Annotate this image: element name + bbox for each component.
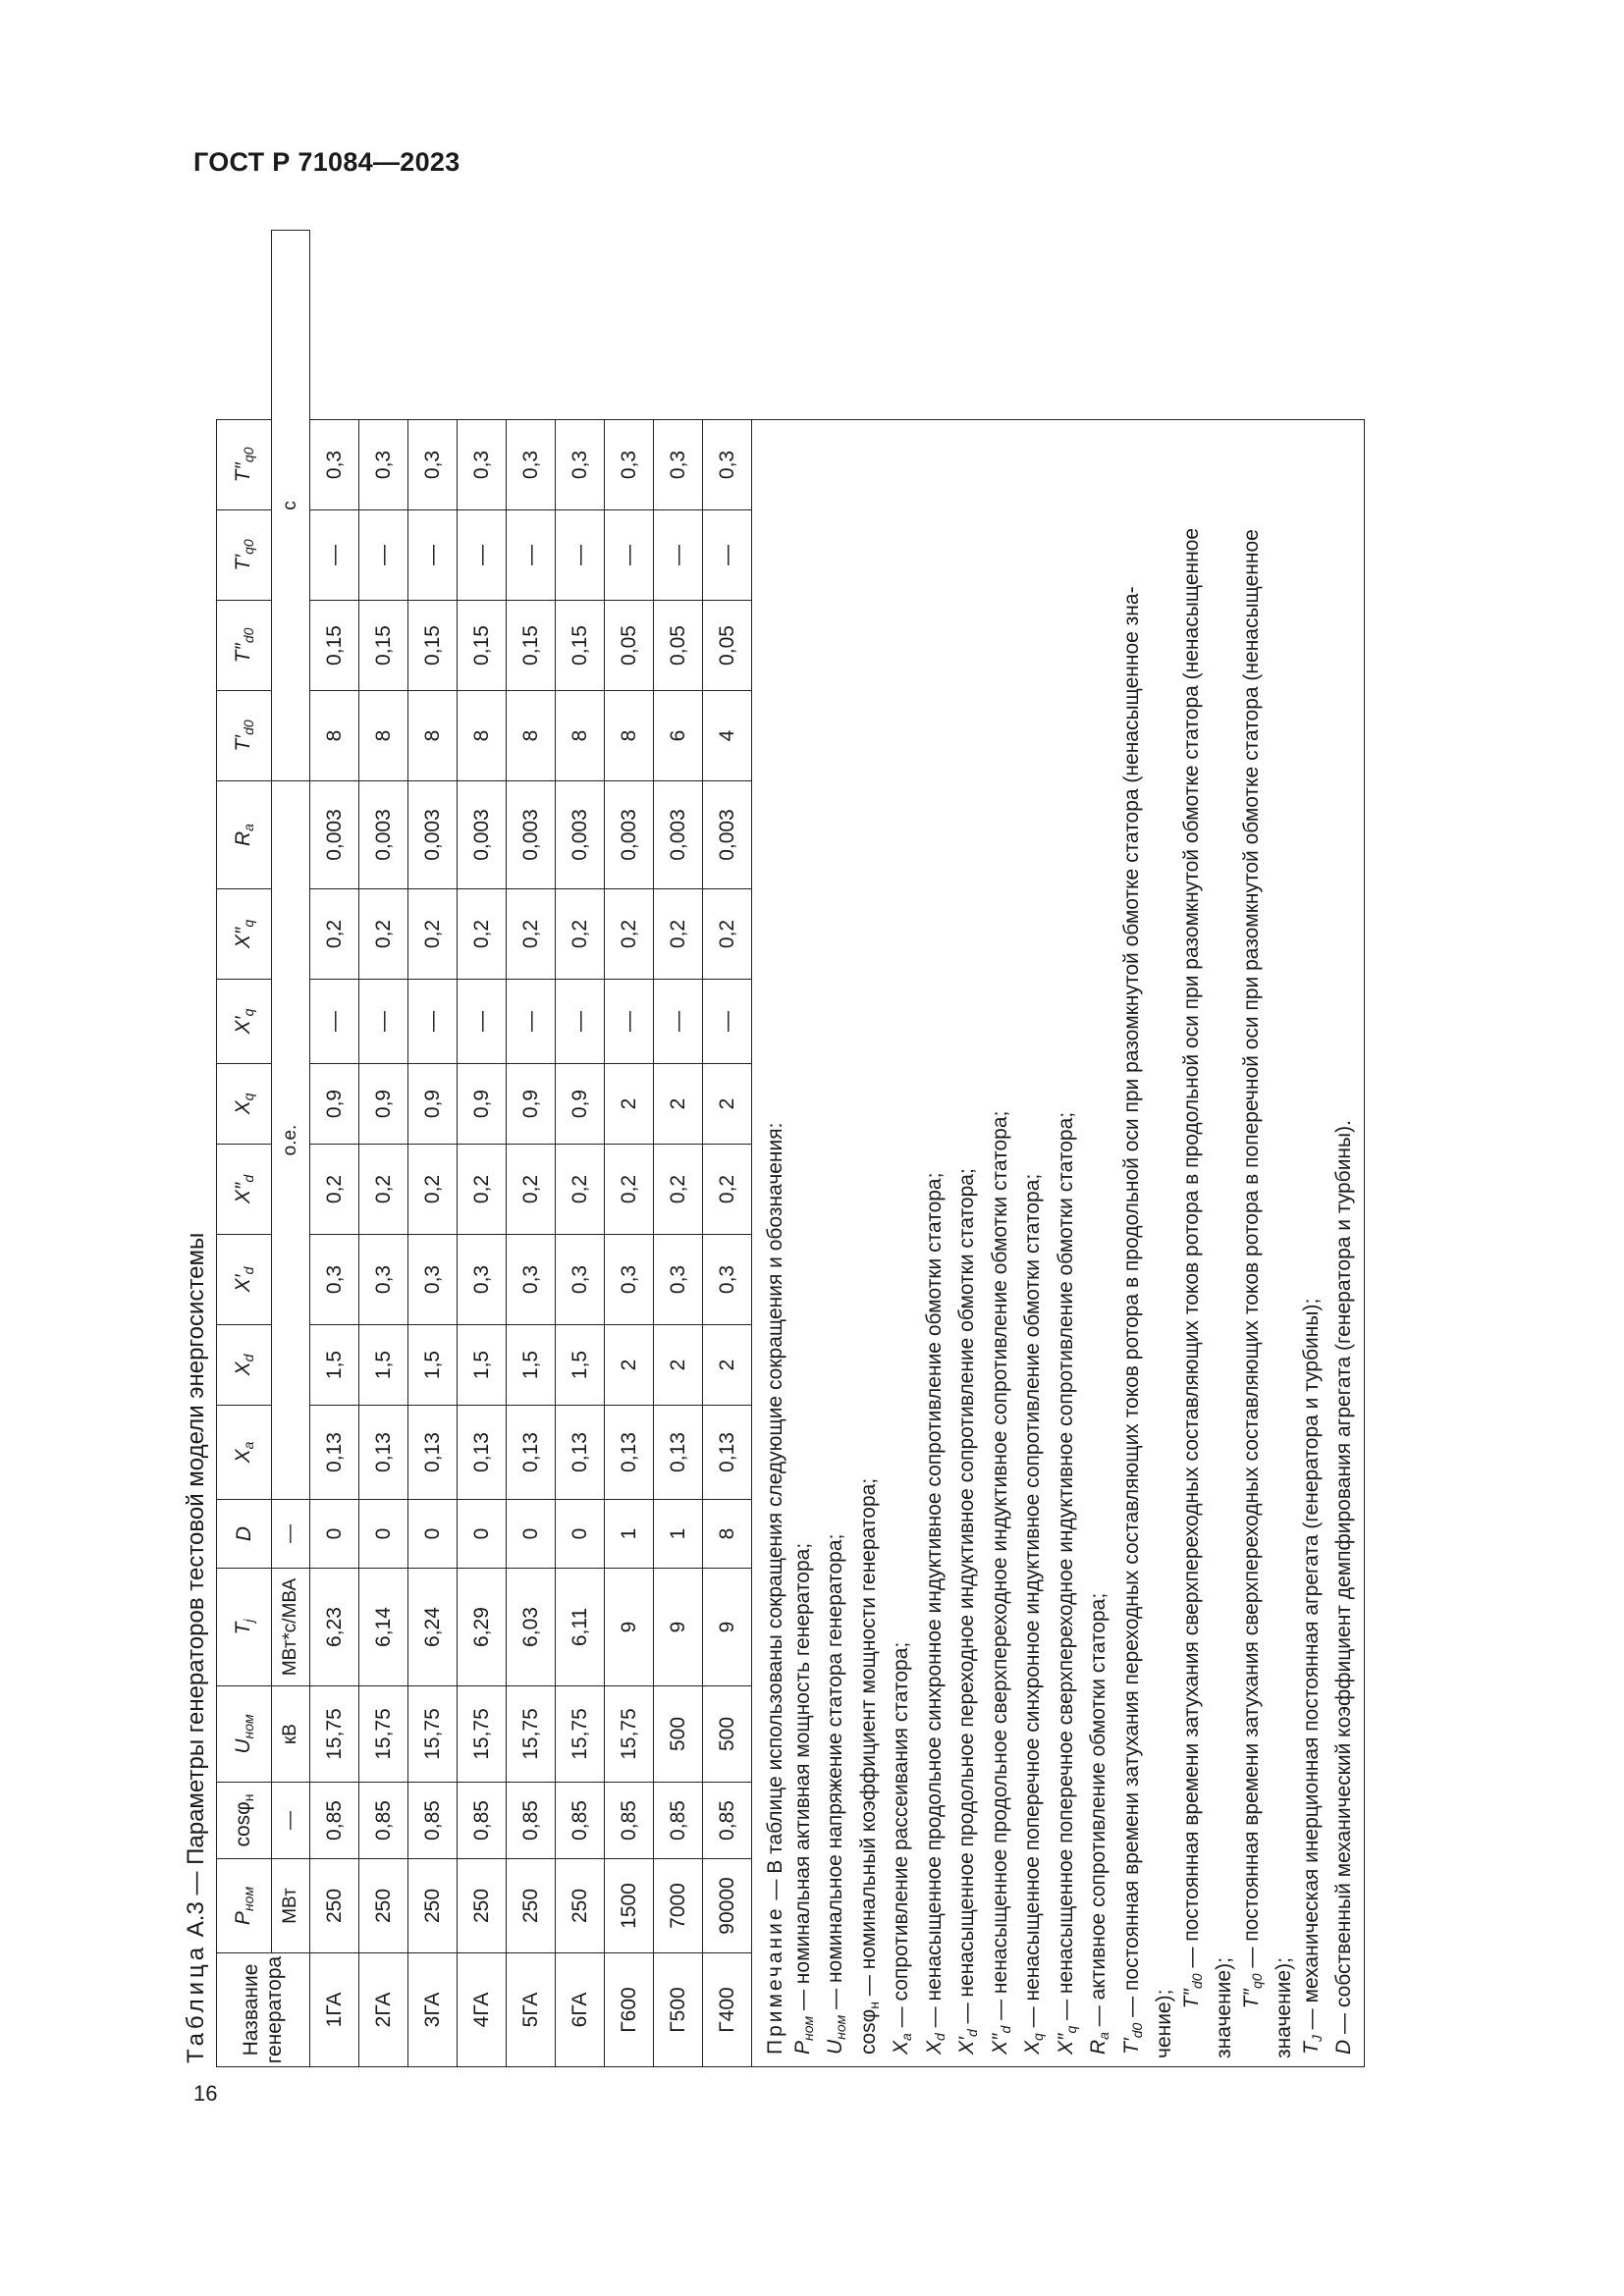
cell-xq1: — [408,980,458,1064]
cell-u: 15,75 [310,1686,359,1783]
note-item: $X''_d$ — ненасыщенное продольное сверхпереходное индуктивное сопротивление обмотки статора; [988,1110,1013,2055]
cell-xd2: 0,2 [654,1145,703,1235]
cell-tj: 6,11 [556,1569,605,1686]
table-caption [177,226,216,2063]
cell-td1: 8 [310,691,359,781]
cell-name: 4ГА [458,1953,507,2067]
cell-xd: 1,5 [458,1325,507,1406]
note-item: $P_{ном}$ — номинальная активная мощность генератора; [790,1542,816,2055]
cell-xq1: — [556,980,605,1064]
table-row [458,231,507,2067]
cell-td1: 8 [507,691,556,781]
cell-p: 90000 [703,1859,752,1953]
rotated-table-area [177,226,1453,2071]
cell-xd: 2 [654,1325,703,1406]
cell-tq1: — [359,510,408,601]
cell-d: 0 [310,1500,359,1569]
cell-tq1: — [605,510,654,601]
cell-xq: 2 [703,1064,752,1145]
table-row [408,231,458,2067]
unit-tj: МВт*с/МВА [272,1569,310,1686]
cell-ra: 0,003 [310,781,359,889]
note-continuation: чение); [1153,1989,1175,2058]
unit-p: МВт [272,1859,310,1953]
cell-tj: 9 [703,1569,752,1686]
cell-xq2: 0,2 [310,889,359,980]
cell-td1: 8 [359,691,408,781]
table-notes [752,420,1365,2067]
note-item: $X_a$ — сопротивление рассеивания статора; [890,1641,914,2055]
cell-p: 250 [310,1859,359,1953]
cell-p: 250 [507,1859,556,1953]
cell-xd2: 0,2 [605,1145,654,1235]
cell-td1: 8 [458,691,507,781]
cell-u: 15,75 [507,1686,556,1783]
cell-xd: 1,5 [556,1325,605,1406]
cell-tj: 6,23 [310,1569,359,1686]
cell-xq2: 0,2 [556,889,605,980]
cell-cos: 0,85 [359,1783,408,1859]
cell-p: 1500 [605,1859,654,1953]
col-header-ra: $R_a$ [217,781,272,889]
cell-cos: 0,85 [703,1783,752,1859]
cell-xq1: — [507,980,556,1064]
cell-xq2: 0,2 [359,889,408,980]
cell-name: 3ГА [408,1953,458,2067]
cell-tq2: 0,3 [605,420,654,510]
cell-name: Г500 [654,1953,703,2067]
cell-xd1: 0,3 [556,1235,605,1325]
header-row-units [272,231,310,2067]
cell-xa: 0,13 [654,1406,703,1500]
cell-xa: 0,13 [703,1406,752,1500]
cell-xq: 0,9 [507,1064,556,1145]
note-item: $X_q$ — ненасыщенное поперечное синхронное индуктивное сопротивление обмотки статора; [1021,1173,1046,2055]
col-header-u-nom: $U_{ном}$ [217,1686,272,1783]
cell-xq: 0,9 [310,1064,359,1145]
note-continuation: значение); [1213,1957,1235,2058]
cell-tq1: — [310,510,359,601]
cell-p: 250 [408,1859,458,1953]
cell-cos: 0,85 [654,1783,703,1859]
cell-tq2: 0,3 [703,420,752,510]
cell-xd2: 0,2 [408,1145,458,1235]
cell-d: 0 [556,1500,605,1569]
cell-cos: 0,85 [408,1783,458,1859]
cell-tq1: — [556,510,605,601]
cell-ra: 0,003 [703,781,752,889]
cell-name: Г400 [703,1953,752,2067]
unit-cos: — [272,1783,310,1859]
unit-u: кВ [272,1686,310,1783]
cell-p: 250 [359,1859,408,1953]
cell-d: 1 [654,1500,703,1569]
cell-tq2: 0,3 [556,420,605,510]
unit-seconds: с [272,231,310,781]
cell-xq1: — [703,980,752,1064]
cell-xd2: 0,2 [556,1145,605,1235]
cell-tj: 6,03 [507,1569,556,1686]
cell-d: 0 [507,1500,556,1569]
col-header-td0-double-prime: $T''_{d0}$ [217,601,272,691]
cell-d: 0 [408,1500,458,1569]
cell-xd1: 0,3 [310,1235,359,1325]
cell-u: 15,75 [605,1686,654,1783]
cell-p: 250 [556,1859,605,1953]
cell-xq1: — [458,980,507,1064]
cell-tq1: — [458,510,507,601]
cell-xq: 2 [605,1064,654,1145]
cell-xd: 1,5 [359,1325,408,1406]
cell-tj: 6,29 [458,1569,507,1686]
cell-td2: 0,15 [359,601,408,691]
cell-xd2: 0,2 [703,1145,752,1235]
cell-tq2: 0,3 [654,420,703,510]
cell-u: 500 [703,1686,752,1783]
cell-p: 7000 [654,1859,703,1953]
cell-cos: 0,85 [507,1783,556,1859]
unit-d: — [272,1500,310,1569]
cell-u: 15,75 [458,1686,507,1783]
cell-xd: 2 [703,1325,752,1406]
col-header-xq: $X_q$ [217,1064,272,1145]
cell-tq2: 0,3 [310,420,359,510]
cell-td2: 0,15 [310,601,359,691]
cell-ra: 0,003 [507,781,556,889]
note-item: $X'_d$ — ненасыщенное продольное переходное индуктивное сопротивление обмотки статора; [955,1168,980,2055]
cell-xq2: 0,2 [507,889,556,980]
cell-ra: 0,003 [556,781,605,889]
cell-tj: 9 [654,1569,703,1686]
col-header-tq0-prime: $T'_{q0}$ [217,510,272,601]
cell-xd1: 0,3 [654,1235,703,1325]
note-continuation: значение); [1272,1957,1295,2058]
cell-xq1: — [605,980,654,1064]
cell-td2: 0,05 [605,601,654,691]
cell-d: 1 [605,1500,654,1569]
table-row [605,231,654,2067]
cell-xq: 0,9 [359,1064,408,1145]
cell-tq1: — [408,510,458,601]
table-row [310,231,359,2067]
cell-td1: 4 [703,691,752,781]
cell-d: 8 [703,1500,752,1569]
cell-p: 250 [458,1859,507,1953]
cell-tj: 9 [605,1569,654,1686]
table-row [507,231,556,2067]
cell-ra: 0,003 [408,781,458,889]
col-header-xa: $X_a$ [217,1406,272,1500]
col-header-td0-prime: $T'_{d0}$ [217,691,272,781]
header-row-symbols [217,231,272,2067]
cell-xa: 0,13 [556,1406,605,1500]
cell-xq: 0,9 [458,1064,507,1145]
cell-td2: 0,15 [408,601,458,691]
notes-row [752,231,1365,2067]
cell-td2: 0,15 [458,601,507,691]
cell-xd1: 0,3 [703,1235,752,1325]
cell-xq: 0,9 [408,1064,458,1145]
cell-d: 0 [458,1500,507,1569]
cell-xd2: 0,2 [310,1145,359,1235]
cell-name: 6ГА [556,1953,605,2067]
cell-tq2: 0,3 [359,420,408,510]
page-number: 16 [193,2081,218,2106]
cell-tq1: — [654,510,703,601]
note-item: cosφ$_н$ — номинальный коэффициент мощности генератора; [856,1477,882,2055]
cell-u: 15,75 [359,1686,408,1783]
cell-xa: 0,13 [507,1406,556,1500]
table-row [654,231,703,2067]
cell-xd1: 0,3 [605,1235,654,1325]
cell-xq2: 0,2 [703,889,752,980]
cell-u: 15,75 [408,1686,458,1783]
cell-td2: 0,15 [556,601,605,691]
cell-xd1: 0,3 [458,1235,507,1325]
cell-tq1: — [703,510,752,601]
unit-relative: о.е. [272,781,310,1500]
cell-xq: 0,9 [556,1064,605,1145]
cell-xd1: 0,3 [408,1235,458,1325]
table-row [703,231,752,2067]
col-header-xq-double-prime: $X''_q$ [217,889,272,980]
cell-cos: 0,85 [458,1783,507,1859]
cell-tq2: 0,3 [408,420,458,510]
note-item: $X''_q$ — ненасыщенное поперечное сверхпереходное индуктивное сопротивление обмотки статора; [1054,1111,1079,2055]
cell-td2: 0,05 [654,601,703,691]
cell-cos: 0,85 [556,1783,605,1859]
cell-xd: 2 [605,1325,654,1406]
cell-xq: 2 [654,1064,703,1145]
cell-td1: 8 [556,691,605,781]
cell-td2: 0,15 [507,601,556,691]
cell-name: Г600 [605,1953,654,2067]
cell-xd1: 0,3 [359,1235,408,1325]
cell-xd2: 0,2 [359,1145,408,1235]
note-item: $T''_{q0}$ — постоянная времени затухания сверхпереходных составляющих токов ротора в поперечной оси при разомкнутой обмотке статора (ненасыщенное [1239,529,1265,2009]
col-header-p-nom: $P_{ном}$ [217,1859,272,1953]
cell-xd1: 0,3 [507,1235,556,1325]
cell-ra: 0,003 [458,781,507,889]
cell-cos: 0,85 [605,1783,654,1859]
cell-xq2: 0,2 [408,889,458,980]
cell-d: 0 [359,1500,408,1569]
cell-name: 2ГА [359,1953,408,2067]
note-item: $U_{ном}$ — номинальное напряжение статора генератора; [824,1533,848,2055]
col-header-xd-double-prime: $X''_d$ [217,1145,272,1235]
col-header-xd: $X_d$ [217,1325,272,1406]
cell-ra: 0,003 [359,781,408,889]
table-caption-text: А.3 — Параметры генераторов тестовой модели энергосистемы [183,1232,209,1938]
col-header-d: D [217,1500,272,1569]
col-header-generator-name: Название генератора [217,1953,310,2067]
cell-name: 1ГА [310,1953,359,2067]
note-item: $T_J$ — механическая инерционная постоянная агрегата (генератора и турбины); [1299,1298,1325,2055]
cell-xq1: — [359,980,408,1064]
cell-tq2: 0,3 [458,420,507,510]
cell-u: 15,75 [556,1686,605,1783]
cell-xa: 0,13 [605,1406,654,1500]
table-row [556,231,605,2067]
cell-xa: 0,13 [359,1406,408,1500]
cell-name: 5ГА [507,1953,556,2067]
notes-intro [762,430,789,2055]
generator-parameters-table [216,230,1365,2067]
cell-u: 500 [654,1686,703,1783]
col-header-cos-phi: cosφ$_н$ [217,1783,272,1859]
notes-intro-prefix: Примечание [764,1905,786,2055]
cell-tj: 6,24 [408,1569,458,1686]
cell-tj: 6,14 [359,1569,408,1686]
note-item: $R_a$ — активное сопротивление обмотки статора; [1087,1592,1111,2055]
cell-xa: 0,13 [458,1406,507,1500]
cell-xa: 0,13 [310,1406,359,1500]
cell-xq1: — [654,980,703,1064]
cell-xq2: 0,2 [654,889,703,980]
col-header-xq-prime: $X'_q$ [217,980,272,1064]
table-caption-prefix: Таблица [183,1943,209,2063]
cell-xq2: 0,2 [458,889,507,980]
note-item: D — собственный механический коэффициент демпфирования агрегата (генератора и турбины). [1332,1120,1355,2055]
cell-td1: 6 [654,691,703,781]
cell-td2: 0,05 [703,601,752,691]
col-header-tq0-double-prime: $T''_{q0}$ [217,420,272,510]
cell-cos: 0,85 [310,1783,359,1859]
cell-xd2: 0,2 [458,1145,507,1235]
note-item: $X_d$ — ненасыщенное продольное синхронное индуктивное сопротивление обмотки статора; [922,1172,947,2055]
cell-xa: 0,13 [408,1406,458,1500]
col-header-xd-prime: $X'_d$ [217,1235,272,1325]
col-header-tj: $T_j$ [217,1569,272,1686]
cell-xd: 1,5 [507,1325,556,1406]
note-item: $T'_{d0}$ — постоянная времени затухания переходных составляющих токов ротора в продольной оси при разомкнутой обмотке статора (ненасыщенное зна- [1119,586,1145,2055]
notes-intro-text: — В таблице использованы сокращения следующие сокращения и обозначения: [764,1122,786,1900]
cell-ra: 0,003 [654,781,703,889]
cell-tq1: — [507,510,556,601]
cell-xd: 1,5 [408,1325,458,1406]
standard-header: ГОСТ Р 71084—2023 [193,147,460,177]
cell-xq1: — [310,980,359,1064]
cell-tq2: 0,3 [507,420,556,510]
cell-xd2: 0,2 [507,1145,556,1235]
note-item: $T''_{d0}$ — постоянная времени затухания сверхпереходных составляющих токов ротора в продольной оси при разомкнутой обмотке статора (ненасыщенное [1179,527,1205,2009]
cell-ra: 0,003 [605,781,654,889]
cell-xq2: 0,2 [605,889,654,980]
cell-xd: 1,5 [310,1325,359,1406]
cell-td1: 8 [605,691,654,781]
table-body [310,231,752,2067]
cell-td1: 8 [408,691,458,781]
table-row [359,231,408,2067]
